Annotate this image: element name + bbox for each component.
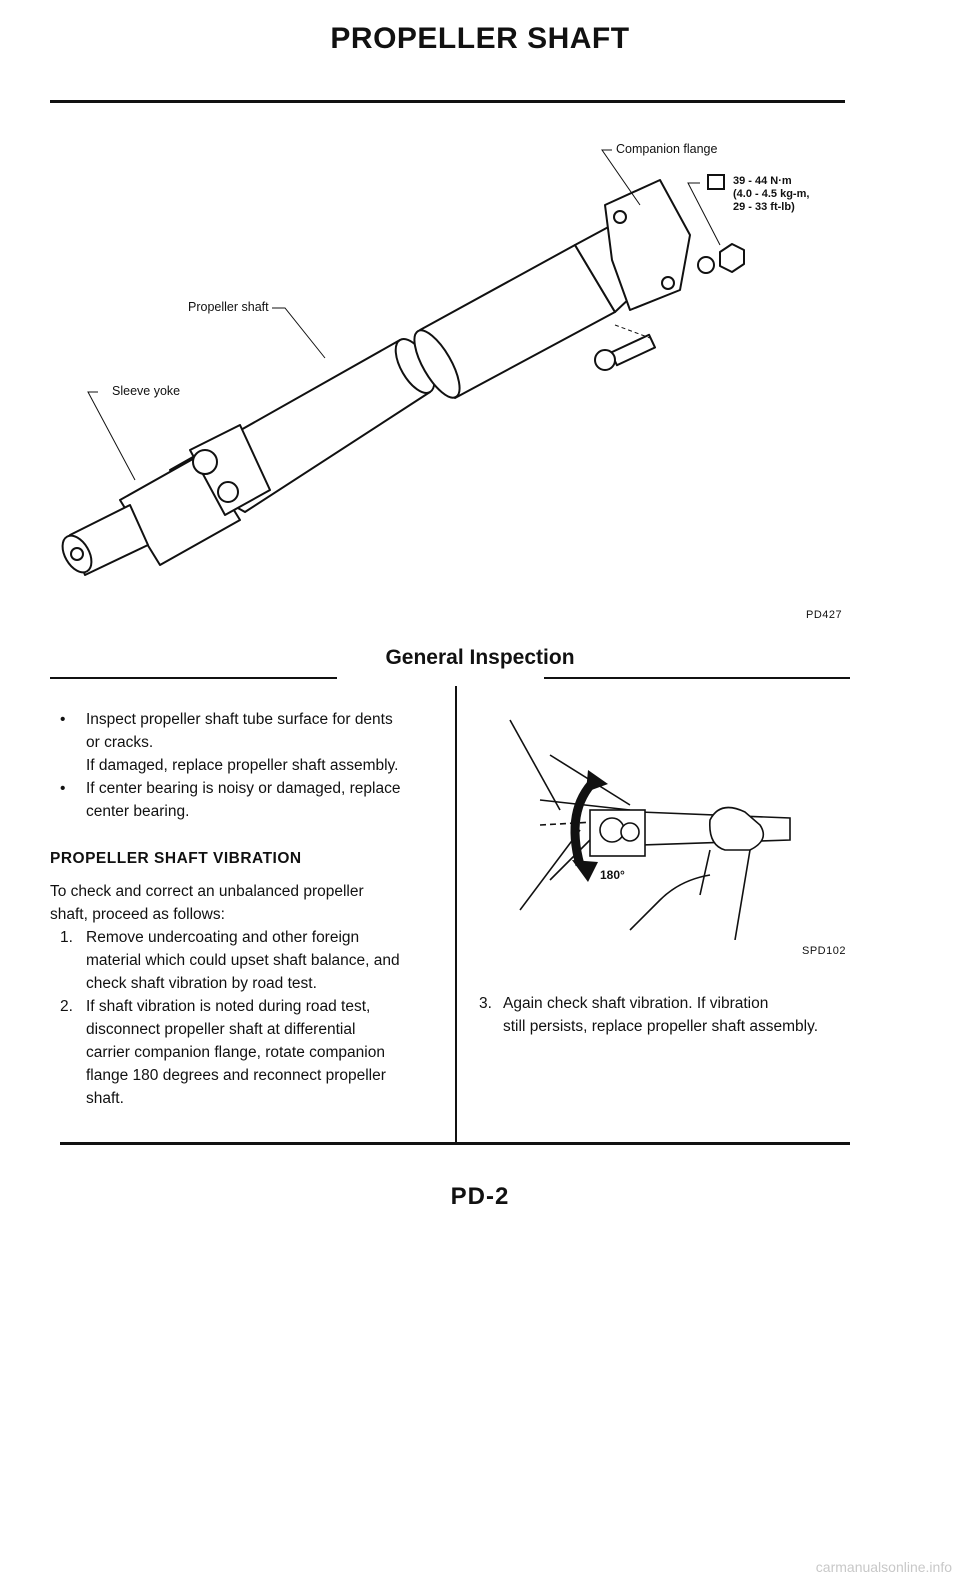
bullet-3-line-1: If center bearing is noisy or damaged, replace: [86, 780, 401, 797]
bullet-item: • Inspect propeller shaft tube surface for dents or cracks.: [50, 708, 435, 754]
bullet-item: • If center bearing is noisy or damaged, replace center bearing.: [50, 777, 435, 823]
step-2-line-4: flange 180 degrees and reconnect propeller: [86, 1067, 386, 1084]
step-1-line-2: material which could upset shaft balance, and: [86, 952, 400, 969]
bullet-3-line-2: center bearing.: [86, 803, 190, 820]
left-column: [50, 708, 435, 1110]
torque-line-1: 39 - 44 N·m: [733, 175, 792, 187]
torque-line-3: 29 - 33 ft-lb): [733, 201, 795, 213]
page-title: PROPELLER SHAFT: [330, 22, 630, 55]
vibration-subheading: PROPELLER SHAFT VIBRATION: [50, 850, 302, 867]
watermark-text: carmanualsonline.info: [815, 1559, 952, 1575]
step-2-line-5: shaft.: [86, 1090, 124, 1107]
intro-line-2: shaft, proceed as follows:: [50, 906, 225, 923]
bullet-2-line-1: If damaged, replace propeller shaft assembly.: [86, 757, 399, 774]
column-divider: [455, 686, 457, 1144]
step-1-line-3: check shaft vibration by road test.: [86, 975, 317, 992]
figure-code-pd427: PD427: [806, 609, 843, 621]
torque-spec: [733, 175, 809, 214]
step-3-number: 3.: [479, 995, 492, 1012]
intro-line-1: To check and correct an unbalanced propeller: [50, 883, 364, 900]
step-3-line-1: Again check shaft vibration. If vibration: [503, 995, 769, 1012]
sleeve-yoke-label: Sleeve yoke: [112, 384, 181, 398]
section-title: General Inspection: [385, 646, 575, 669]
propeller-shaft-illustration: [0, 0, 960, 640]
propeller-shaft-label: Propeller shaft: [188, 300, 269, 314]
step-2-line-2: disconnect propeller shaft at differential: [86, 1021, 356, 1038]
step-1-number: 1.: [60, 929, 73, 946]
step-1: [50, 926, 435, 995]
step-2: [50, 995, 435, 1110]
torque-line-2: (4.0 - 4.5 kg-m,: [733, 188, 810, 200]
bullet-continuation: [50, 754, 435, 777]
step-3-line-2: still persists, replace propeller shaft assembly.: [503, 1018, 819, 1035]
step-1-line-1: Remove undercoating and other foreign: [86, 929, 360, 946]
bullet-1-line-1: Inspect propeller shaft tube surface for dents: [86, 711, 393, 728]
bullet-1-line-2: or cracks.: [86, 734, 154, 751]
companion-flange-label: Companion flange: [616, 142, 718, 156]
section-rule-left: [50, 677, 337, 679]
step-2-line-1: If shaft vibration is noted during road test,: [86, 998, 371, 1015]
angle-label: 180°: [600, 868, 625, 882]
section-rule-right: [544, 677, 850, 679]
intro-paragraph: [50, 880, 435, 926]
torque-icon: [707, 174, 725, 190]
step-3: [475, 992, 888, 1038]
footer-rule: [60, 1142, 850, 1145]
page-number: PD-2: [450, 1183, 510, 1210]
step-2-line-3: carrier companion flange, rotate companion: [86, 1044, 385, 1061]
step-2-number: 2.: [60, 998, 73, 1015]
flange-rotation-illustration: [480, 700, 860, 940]
figure-code-spd102: SPD102: [802, 945, 846, 957]
